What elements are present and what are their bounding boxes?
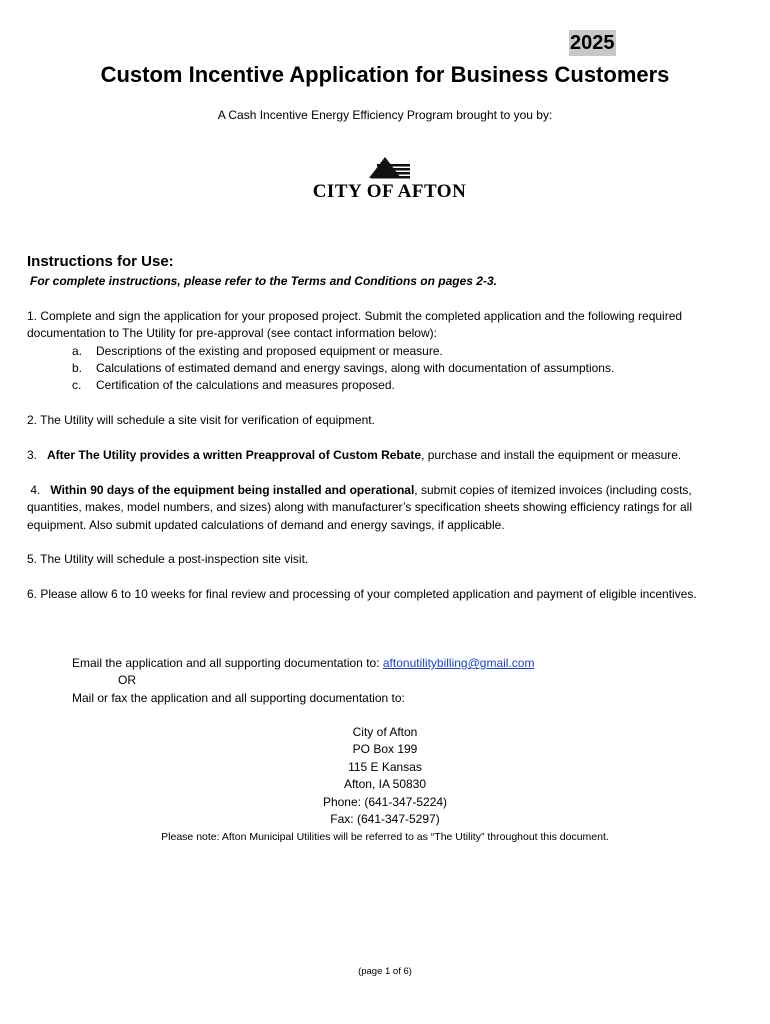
step-4-emphasis: Within 90 days of the equipment being installed and operational (50, 483, 415, 497)
mail-fax-line: Mail or fax the application and all supporting documentation to: (72, 691, 405, 705)
step-number: 3. (27, 448, 48, 462)
email-prefix: Email the application and all supporting documentation to: (72, 656, 383, 670)
step-2: 2. The Utility will schedule a site visit for verification of equipment. (27, 413, 375, 427)
email-link[interactable]: aftonutilitybilling@gmail.com (382, 656, 535, 670)
step-1: 1. Complete and sign the application for your proposed project. Submit the completed application and the following required documentation to The Utility for pre-approval (see contact information below): (27, 309, 683, 341)
email-line (72, 655, 534, 672)
item-marker: c. (72, 378, 82, 392)
logo-wordmark: CITY OF AFTON (312, 181, 467, 202)
or-label: OR (118, 673, 136, 687)
step-1-item-a (72, 343, 443, 360)
address-street: 115 E Kansas (348, 760, 422, 774)
address-name: City of Afton (352, 725, 418, 739)
address-fax: Fax: (641-347-5297) (330, 812, 440, 826)
step-1-item-c (72, 377, 395, 394)
address-po-box: PO Box 199 (352, 742, 418, 756)
item-text: Descriptions of the existing and proposed equipment or measure. (96, 344, 443, 358)
instructions-subheading: For complete instructions, please refer to the Terms and Conditions on pages 2-3. (30, 274, 497, 288)
page-title: Custom Incentive Application for Business Customers (100, 62, 670, 87)
address-city: Afton, IA 50830 (343, 777, 427, 791)
step-4-rest: , submit copies of itemized invoices (including costs, quantities, makes, model numbers, and sizes) along with manufacturer’s specification sheets showing efficiency ratings for all equipment. Also submit updated calculations of demand and energy savings, if applicable. (27, 483, 692, 532)
step-number: 4. (27, 483, 51, 497)
instructions-heading: Instructions for Use: (27, 253, 174, 270)
address-phone: Phone: (641-347-5224) (322, 795, 448, 809)
item-text: Certification of the calculations and measures proposed. (96, 378, 395, 392)
step-3-rest: , purchase and install the equipment or measure. (421, 448, 682, 462)
item-text: Calculations of estimated demand and energy savings, along with documentation of assumptions. (96, 361, 615, 375)
item-marker: a. (72, 344, 83, 358)
page-number: (page 1 of 6) (358, 966, 412, 977)
step-5: 5. The Utility will schedule a post-inspection site visit. (27, 552, 309, 566)
step-4 (27, 482, 747, 534)
step-1-item-b (72, 360, 614, 377)
step-3 (27, 447, 747, 464)
step-6: 6. Please allow 6 to 10 weeks for final review and processing of your completed application and payment of eligible incentives. (27, 587, 697, 601)
item-marker: b. (72, 361, 83, 375)
form-year: 2025 (570, 32, 615, 54)
program-subtitle: A Cash Incentive Energy Efficiency Program brought to you by: (217, 108, 553, 122)
step-3-emphasis: After The Utility provides a written Preapproval of Custom Rebate (47, 448, 422, 462)
utility-note: Please note: Afton Municipal Utilities will be referred to as “The Utility” throughout this document. (161, 831, 609, 843)
